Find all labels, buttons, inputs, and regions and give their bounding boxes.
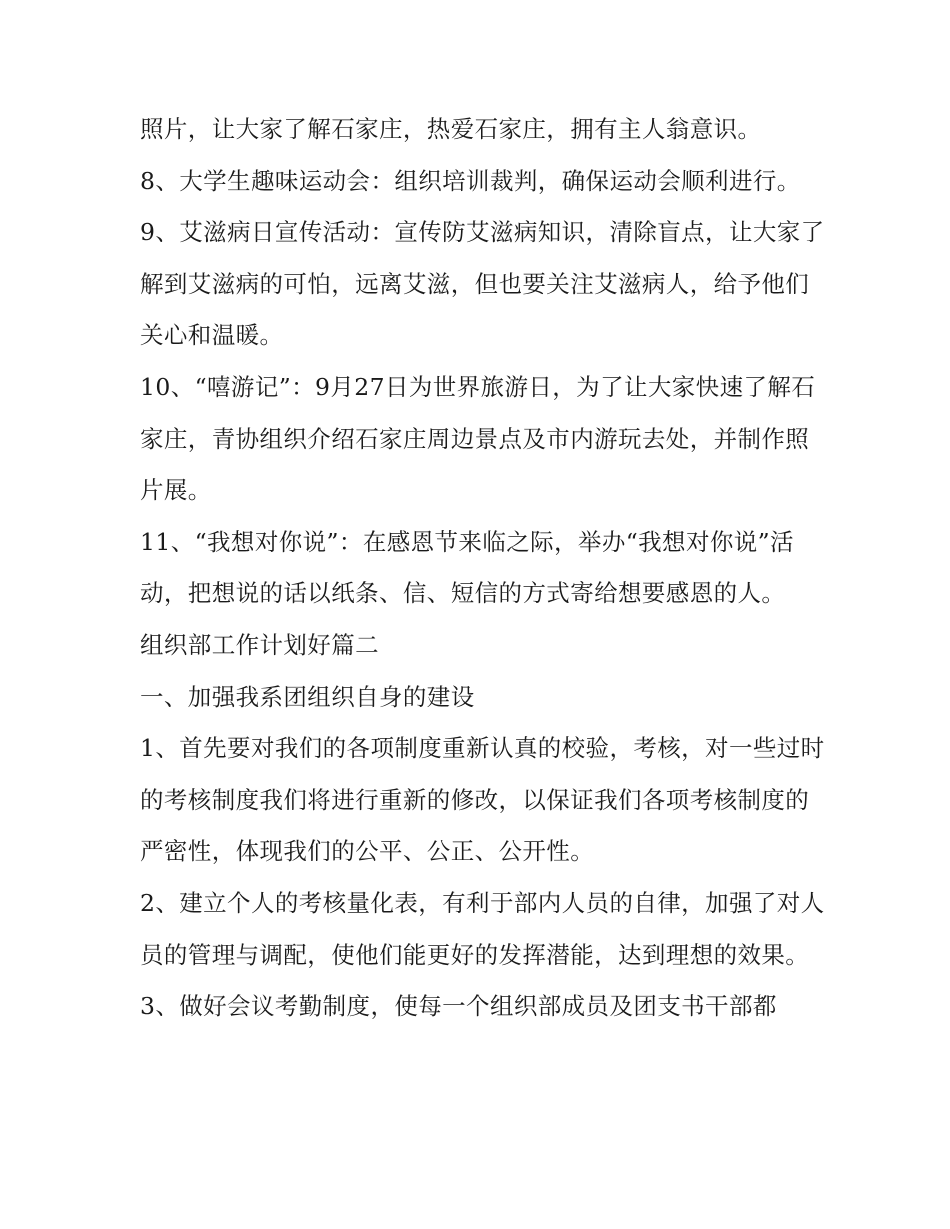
paragraph-item-8: 8、大学生趣味运动会：组织培训裁判，确保运动会顺利进行。: [140, 166, 801, 195]
paragraph-item-10: 10、“嘻游记”：9月27日为世界旅游日，为了让大家快速了解石家庄，青协组织介绍石家庄周边景点及市内游玩去处，并制作照片展。: [140, 372, 816, 505]
paragraph-point-1: 1、首先要对我们的各项制度重新认真的校验，考核，对一些过时的考核制度我们将进行重新的修改，以保证我们各项考核制度的严密性，体现我们的公平、公正、公开性。: [140, 734, 825, 866]
paragraph-item-9: 9、艾滋病日宣传活动：宣传防艾滋病知识，清除盲点，让大家了解到艾滋病的可怕，远离艾滋，但也要关注艾滋病人，给予他们关心和温暖。: [140, 218, 825, 350]
document-body: [140, 104, 830, 1033]
paragraph-item-11: 11、“我想对你说”：在感恩节来临之际，举办“我想对你说”活动，把想说的话以纸条、信、短信的方式寄给想要感恩的人。: [140, 527, 794, 608]
paragraph-point-2: 2、建立个人的考核量化表，有利于部内人员的自律，加强了对人员的管理与调配，使他们能更好的发挥潜能，达到理想的效果。: [140, 888, 825, 969]
paragraph-continuation: 照片，让大家了解石家庄，热爱石家庄，拥有主人翁意识。: [140, 115, 762, 143]
section-heading: 组织部工作计划好篇二: [140, 630, 379, 659]
subsection-heading: 一、加强我系团组织自身的建设: [140, 682, 475, 711]
paragraph-point-3: 3、做好会议考勤制度，使每一个组织部成员及团支书干部都: [140, 992, 777, 1021]
